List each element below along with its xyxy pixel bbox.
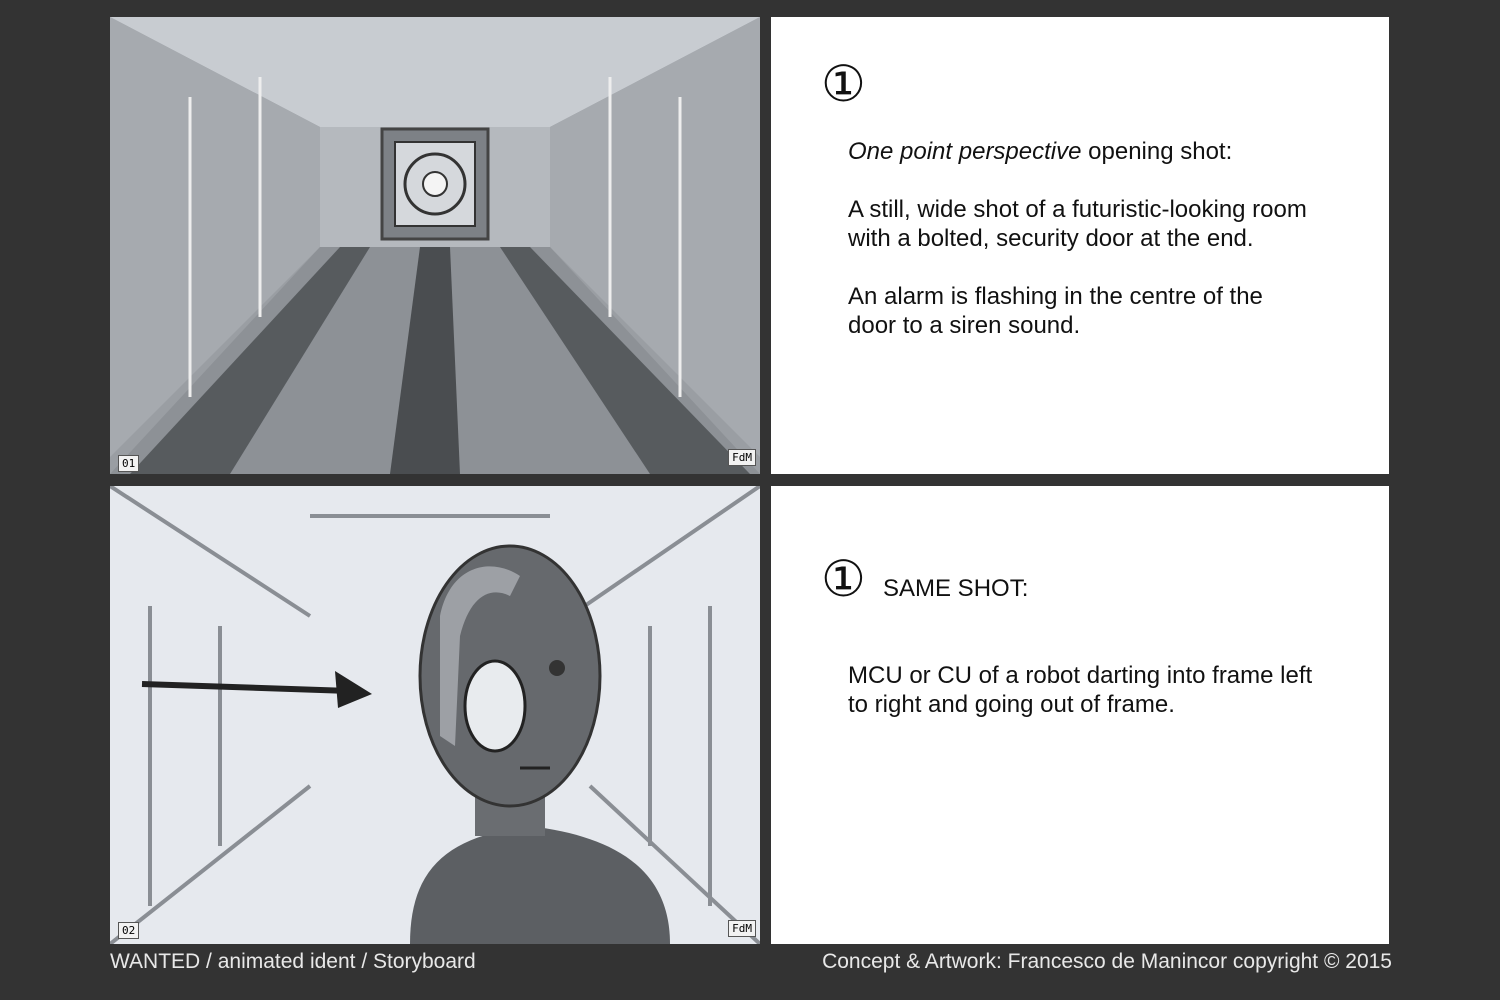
description-paragraph: An alarm is flashing in the centre of the door to a siren sound. bbox=[848, 283, 1263, 339]
shot-number: ① bbox=[821, 56, 866, 112]
shot-description bbox=[848, 137, 1308, 369]
storyboard-frame-2 bbox=[110, 486, 760, 944]
shot-number: ① bbox=[821, 551, 866, 607]
frame-number-label: 02 bbox=[118, 922, 139, 939]
description-panel-2 bbox=[771, 486, 1389, 944]
corridor-sketch bbox=[110, 17, 760, 474]
description-paragraph: A still, wide shot of a futuristic-looking room with a bolted, security door at the end. bbox=[848, 196, 1307, 252]
description-paragraph: MCU or CU of a robot darting into frame left to right and going out of frame. bbox=[848, 662, 1313, 718]
footer-copyright: Concept & Artwork: Francesco de Manincor copyright © 2015 bbox=[822, 950, 1392, 973]
storyboard-frame-1 bbox=[110, 17, 760, 474]
artist-signature: FdM bbox=[728, 920, 756, 937]
robot-sketch bbox=[110, 486, 760, 944]
heading-italic: One point perspective bbox=[848, 138, 1082, 165]
shot-description bbox=[848, 661, 1338, 748]
artist-signature: FdM bbox=[728, 449, 756, 466]
frame-number-label: 01 bbox=[118, 455, 139, 472]
shot-heading: SAME SHOT: bbox=[883, 575, 1029, 602]
description-panel-1 bbox=[771, 17, 1389, 474]
heading-rest: opening shot: bbox=[1081, 138, 1233, 165]
footer-project-title: WANTED / animated ident / Storyboard bbox=[110, 950, 476, 973]
